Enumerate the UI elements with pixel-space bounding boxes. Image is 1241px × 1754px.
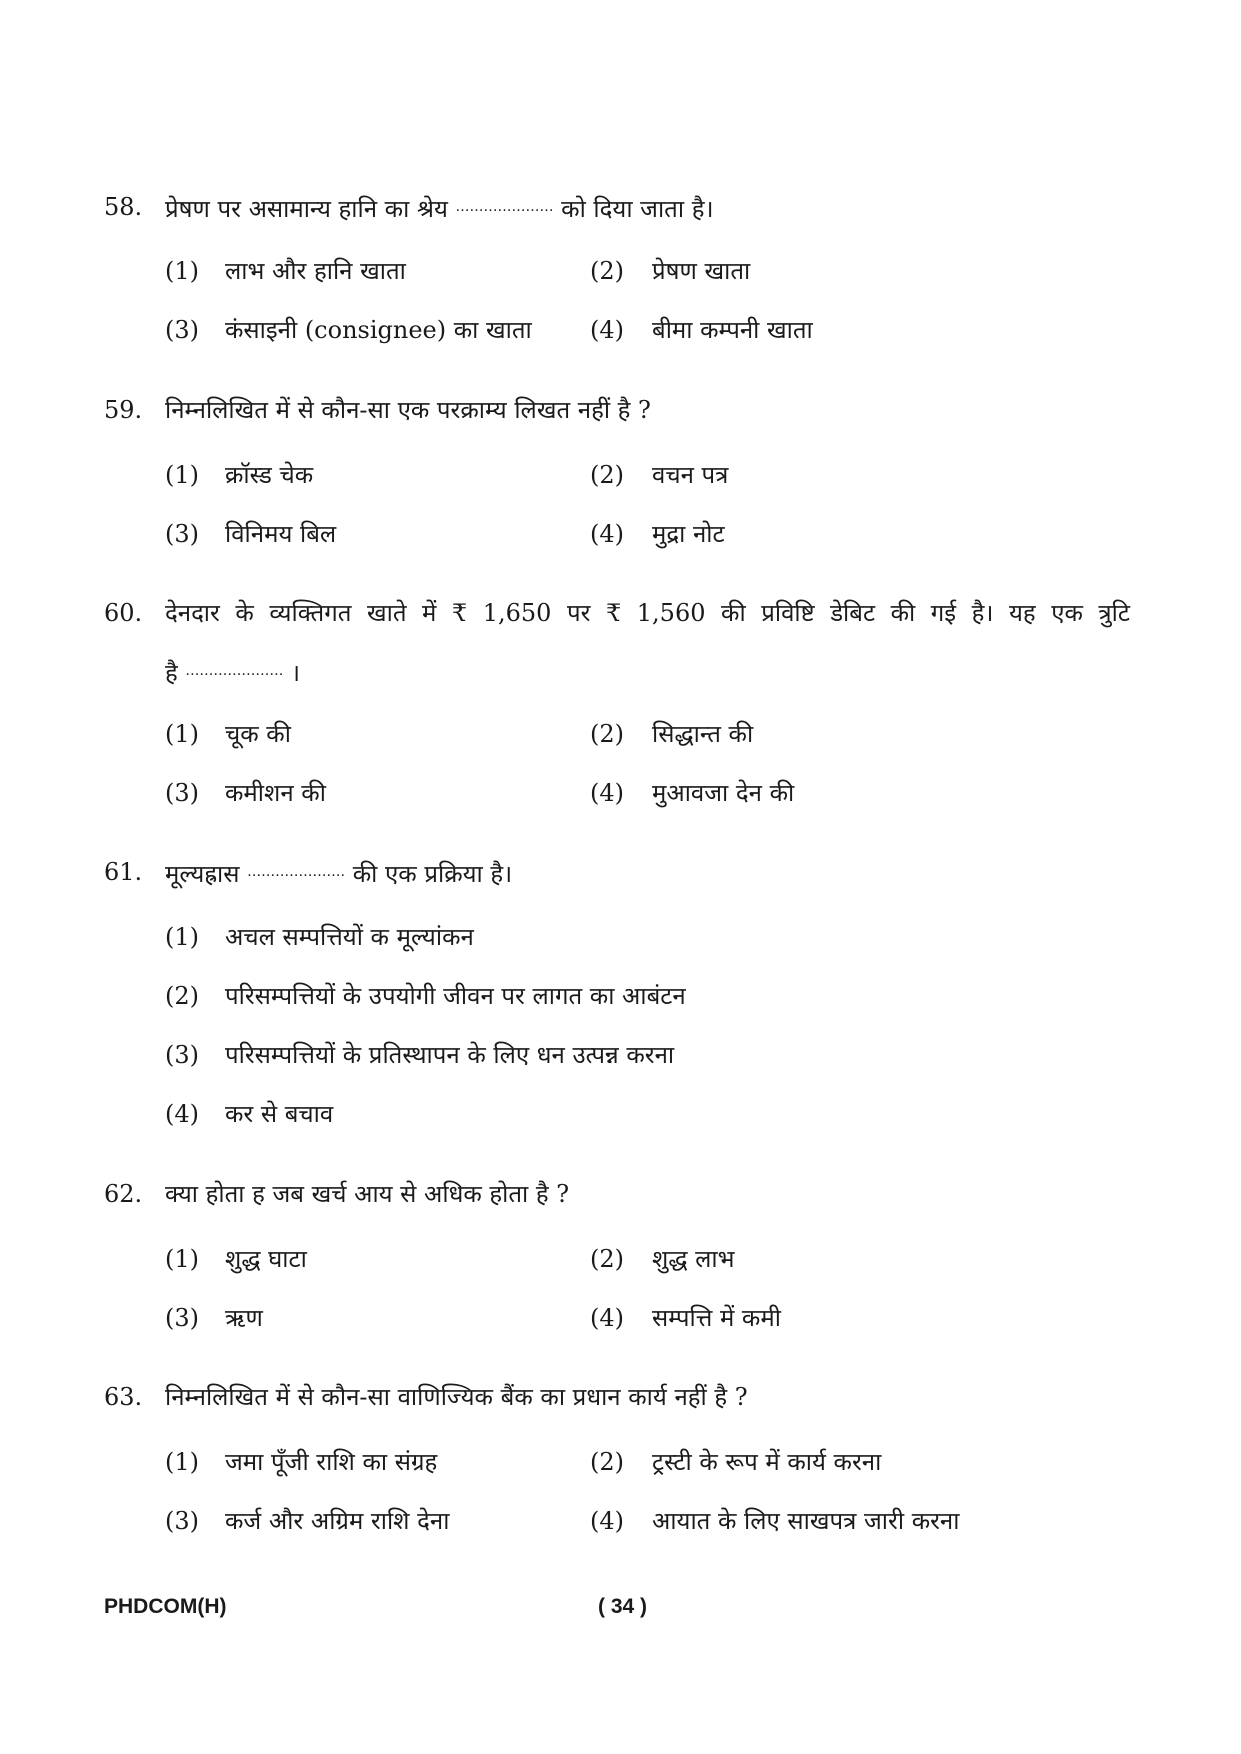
option-text: मुद्रा नोट [652,520,725,548]
question-text: देनदार के व्यक्तिगत खाते में ₹ 1,650 पर ₹ 1,560 की प्रविष्टि डेबिट की गई है। यह एक त्रुटि [165,599,1130,627]
option-number: (2) [165,982,199,1010]
option-text: मुआवजा देन की [652,779,795,807]
option-number: (4) [590,779,624,807]
option-number: (3) [165,1304,199,1332]
question-number: 62. [104,1180,143,1208]
blank-dots: ………………… [455,199,554,215]
option-text: विनिमय बिल [225,520,337,548]
option-text: ट्रस्टी के रूप में कार्य करना [652,1448,882,1476]
option-number: (3) [165,1507,199,1535]
question-text: प्रेषण पर असामान्य हानि का श्रेय ………………… को दिया जाता है। [165,192,714,224]
option-number: (1) [165,1448,199,1476]
option-text: जमा पूँजी राशि का संग्रह [225,1448,438,1476]
question-text: क्या होता ह जब खर्च आय से अधिक होता है ? [165,1180,570,1208]
question-text: निम्नलिखित में से कौन-सा एक परक्राम्य लिखत नहीं है ? [165,396,651,424]
option-number: (3) [165,316,199,344]
blank-dots: ………………… [185,663,284,679]
option-text: चूक की [225,720,291,748]
option-number: (2) [590,461,624,489]
option-number: (4) [590,316,624,344]
option-text: आयात के लिए साखपत्र जारी करना [652,1507,960,1535]
option-text: सिद्धान्त की [652,720,754,748]
option-text: परिसम्पत्तियों के उपयोगी जीवन पर लागत का आबंटन [225,982,686,1010]
option-number: (2) [590,257,624,285]
option-number: (2) [590,1245,624,1273]
option-text: परिसम्पत्तियों के प्रतिस्थापन के लिए धन उत्पन्न करना [225,1041,675,1069]
option-number: (4) [590,520,624,548]
question-text: निम्नलिखित में से कौन-सा वाणिज्यिक बैंक का प्रधान कार्य नहीं है ? [165,1383,748,1411]
option-text: सम्पत्ति में कमी [652,1304,781,1332]
option-text: वचन पत्र [652,461,729,489]
option-number: (3) [165,520,199,548]
option-number: (1) [165,1245,199,1273]
question-text: मूल्यह्रास ………………… की एक प्रक्रिया है। [165,857,512,889]
option-number: (2) [590,720,624,748]
paper-code: PHDCOM(H) [104,1595,227,1618]
option-text: अचल सम्पत्तियों क मूल्यांकन [225,923,474,951]
question-number: 59. [104,396,143,424]
option-number: (1) [165,257,199,285]
option-text: शुद्ध लाभ [652,1245,735,1273]
option-text: बीमा कम्पनी खाता [652,316,813,344]
option-number: (2) [590,1448,624,1476]
question-number: 63. [104,1383,143,1411]
option-text: कंसाइनी (consignee) का खाता [225,316,532,344]
option-number: (3) [165,779,199,807]
option-text: कमीशन की [225,779,326,807]
blank-dots: ………………… [247,864,346,880]
question-number: 61. [104,858,143,886]
option-text: लाभ और हानि खाता [225,257,406,285]
option-text: कर से बचाव [225,1100,334,1128]
option-text: क्रॉस्ड चेक [225,461,314,489]
option-text: शुद्ध घाटा [225,1245,307,1273]
option-number: (4) [165,1100,199,1128]
option-number: (1) [165,923,199,951]
option-number: (1) [165,461,199,489]
option-text: कर्ज और अग्रिम राशि देना [225,1507,450,1535]
question-text-continued: है ………………… । [165,656,300,688]
question-number: 60. [104,599,143,627]
option-number: (1) [165,720,199,748]
option-number: (4) [590,1304,624,1332]
option-text: प्रेषण खाता [652,257,751,285]
option-text: ऋण [225,1304,263,1332]
question-number: 58. [104,193,143,221]
option-number: (4) [590,1507,624,1535]
option-number: (3) [165,1041,199,1069]
page-number: ( 34 ) [598,1595,648,1618]
